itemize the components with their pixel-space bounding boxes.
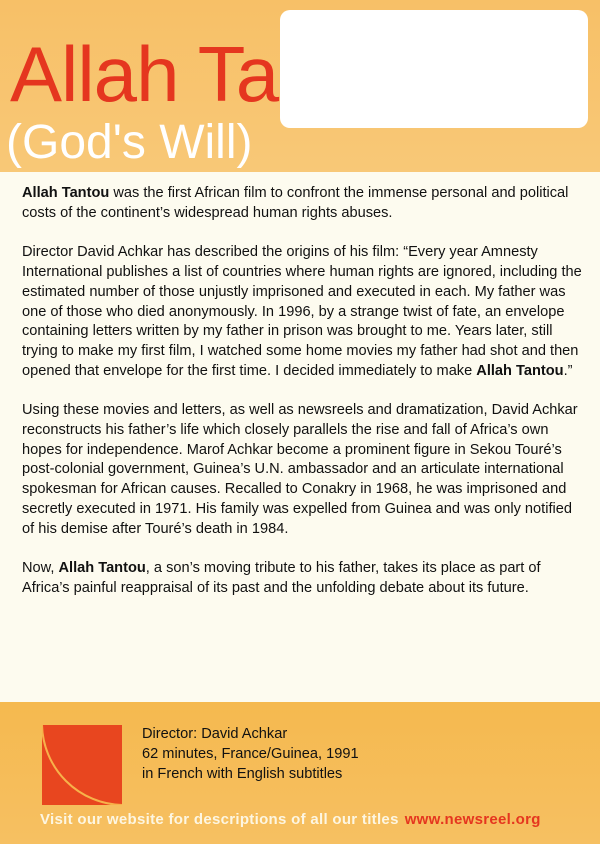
blank-label-box	[280, 10, 588, 128]
logo-arc-icon	[42, 725, 122, 805]
paragraph-1	[22, 184, 582, 223]
language-line: in French with English subtitles	[142, 766, 343, 782]
paragraph-2-end: .”	[563, 362, 573, 379]
paragraph-4-text: , a son’s moving tribute to his father, takes its place as part of Africa’s painful reappraisal of its past and the unfolding debate about its future.	[22, 560, 541, 596]
runtime-line: 62 minutes, France/Guinea, 1991	[142, 746, 359, 762]
film-name-bold: Allah Tantou	[476, 362, 564, 379]
film-credits	[142, 724, 359, 784]
director-line: Director: David Achkar	[142, 726, 288, 742]
paragraph-3	[22, 401, 582, 539]
description-text	[22, 184, 582, 619]
visit-text: Visit our website for descriptions of all our titles	[40, 811, 399, 828]
film-name-bold: Allah Tantou	[58, 560, 146, 577]
header	[0, 0, 600, 172]
film-title: Allah Ta	[10, 30, 279, 118]
paragraph-2	[22, 243, 582, 381]
film-subtitle: (God's Will)	[6, 116, 253, 169]
website-link[interactable]: www.newsreel.org	[404, 811, 541, 828]
visit-website-line	[40, 811, 541, 828]
paragraph-4	[22, 559, 582, 598]
film-name-bold: Allah Tantou	[22, 185, 110, 201]
footer	[0, 702, 600, 844]
paragraph-3-text: Using these movies and letters, as well as newsreels and dramatization, David Achkar reconstructs his father’s life which closely parallels the rise and fall of Africa’s own hopes for independence. Marof Achkar become a prominent figure in Sekou Touré’s post-colonial government, Guinea’s U.N. ambassador and an articulate international spokesman for African causes. Recalled to Conakry in 1968, he was imprisoned and secretly executed in 1971. His family was expelled from Guinea and was only notified of his demise after Touré’s death in 1984.	[22, 402, 578, 537]
description-panel	[0, 172, 600, 702]
paragraph-1-text: was the first African film to confront the immense personal and political costs of the continent’s widespread human rights abuses.	[22, 185, 569, 221]
paragraph-2-text: Director David Achkar has described the origins of his film: “Every year Amnesty International publishes a list of countries where human rights are ignored, including the estimated number of those unjustly imprisoned and executed in each. My father was one of those who died anonymously. In 1996, by a strange twist of fate, an envelope containing letters written by my father in prison was brought to me. Years later, still trying to make my first film, I watched some home movies my father had shot and then opened that envelope for the first time. I decided immediately to make	[22, 244, 582, 379]
newsreel-logo-icon	[42, 725, 122, 805]
paragraph-4-start: Now,	[22, 560, 59, 577]
